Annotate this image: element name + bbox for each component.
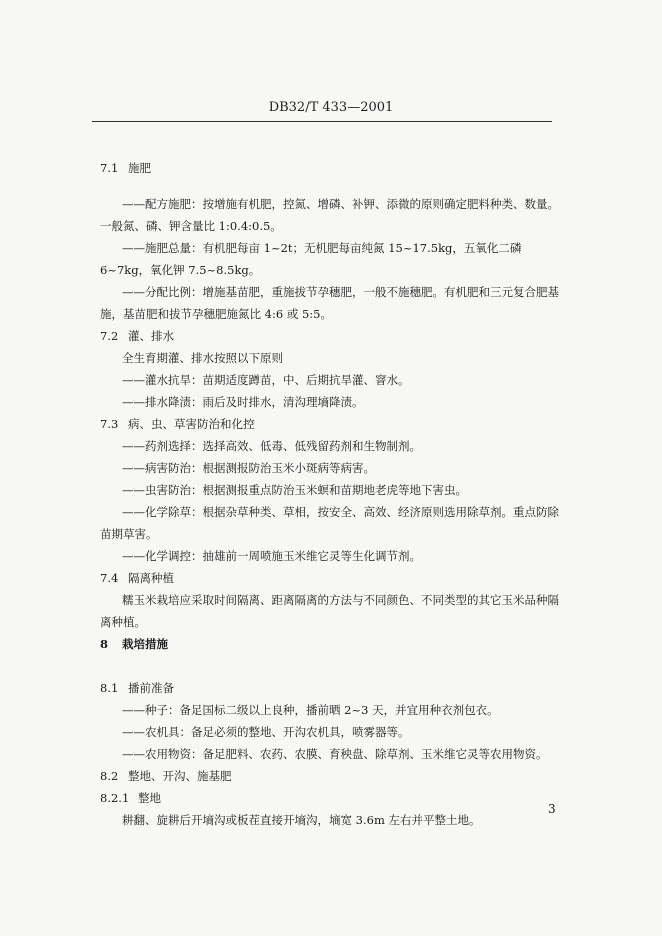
section-number: 7.2 [100,329,119,343]
section-number: 8.2 [100,769,119,783]
document-id: DB32/T 433—2001 [268,100,394,115]
section-heading-8 [100,633,560,655]
section-heading-8-2-1 [100,787,560,809]
paragraph: ——种子：备足国标二级以上良种，播前晒 2~3 天，并宜用种衣剂包衣。 [122,703,499,717]
section-heading-7-1 [100,157,560,179]
section-number: 8 [100,637,109,651]
paragraph: ——施肥总量：有机肥每亩 1~2t；无机肥每亩纯氮 15~17.5kg，五氧化二磷 6~7kg，氧化钾 7.5~8.5kg。 [100,241,522,277]
paragraph: ——配方施肥：按增施有机肥，控氮、增磷、补钾、添微的原则确定肥料种类、数量。一般氮、磷、钾含量比 1:0.4:0.5。 [100,197,559,233]
header-rule [92,121,552,122]
section-heading-8-1 [100,677,560,699]
section-title: 播前准备 [128,681,174,695]
section-title: 整地 [138,791,161,805]
page-number: 3 [548,802,556,816]
paragraph: ——药剂选择：选择高效、低毒、低残留药剂和生物制剂。 [122,439,421,453]
paragraph: ——分配比例：增施基苗肥，重施拔节孕穗肥，一般不施穗肥。有机肥和三元复合肥基施，基苗肥和拔节孕穗肥施氮比 4:6 或 5:5。 [100,285,559,321]
paragraph: ——化学调控：抽雄前一周喷施玉米维它灵等生化调节剂。 [122,549,421,563]
paragraph: 糯玉米栽培应采取时间隔离、距离隔离的方法与不同颜色、不同类型的其它玉米品种隔离种植。 [100,593,559,629]
section-title: 隔离种植 [128,571,174,585]
section-title: 施肥 [128,161,151,175]
paragraph: ——灌水抗旱：苗期适度蹲苗，中、后期抗旱灌、窨水。 [122,373,410,387]
paragraph: 全生育期灌、排水按照以下原则 [122,351,283,365]
paragraph: ——排水降渍：雨后及时排水，清沟理墒降渍。 [122,395,364,409]
document-body [100,157,560,831]
section-number: 7.1 [100,161,119,175]
section-number: 8.1 [100,681,119,695]
section-number: 8.2.1 [100,791,130,805]
paragraph: ——病害防治：根据测报防治玉米小斑病等病害。 [122,461,375,475]
section-number: 7.3 [100,417,119,431]
paragraph: ——农用物资：备足肥料、农药、农膜、育秧盘、除草剂、玉米维它灵等农用物资。 [122,747,548,761]
section-title: 整地、开沟、施基肥 [128,769,232,783]
paragraph: ——化学除草：根据杂草种类、草相，按安全、高效、经济原则选用除草剂。重点防除苗期草害。 [100,505,559,541]
paragraph: ——虫害防治：根据测报重点防治玉米螟和苗期地老虎等地下害虫。 [122,483,467,497]
paragraph: 耕翻、旋耕后开墒沟或板茬直接开墒沟，墒宽 3.6m 左右并平整土地。 [122,813,481,827]
section-title: 栽培措施 [122,637,168,651]
section-heading-7-4 [100,567,560,589]
section-heading-7-2 [100,325,560,347]
paragraph: ——农机具：备足必须的整地、开沟农机具，喷雾器等。 [122,725,410,739]
section-heading-7-3 [100,413,560,435]
section-title: 病、虫、草害防治和化控 [128,417,255,431]
section-number: 7.4 [100,571,119,585]
section-heading-8-2 [100,765,560,787]
section-title: 灌、排水 [128,329,174,343]
document-header [0,100,662,115]
